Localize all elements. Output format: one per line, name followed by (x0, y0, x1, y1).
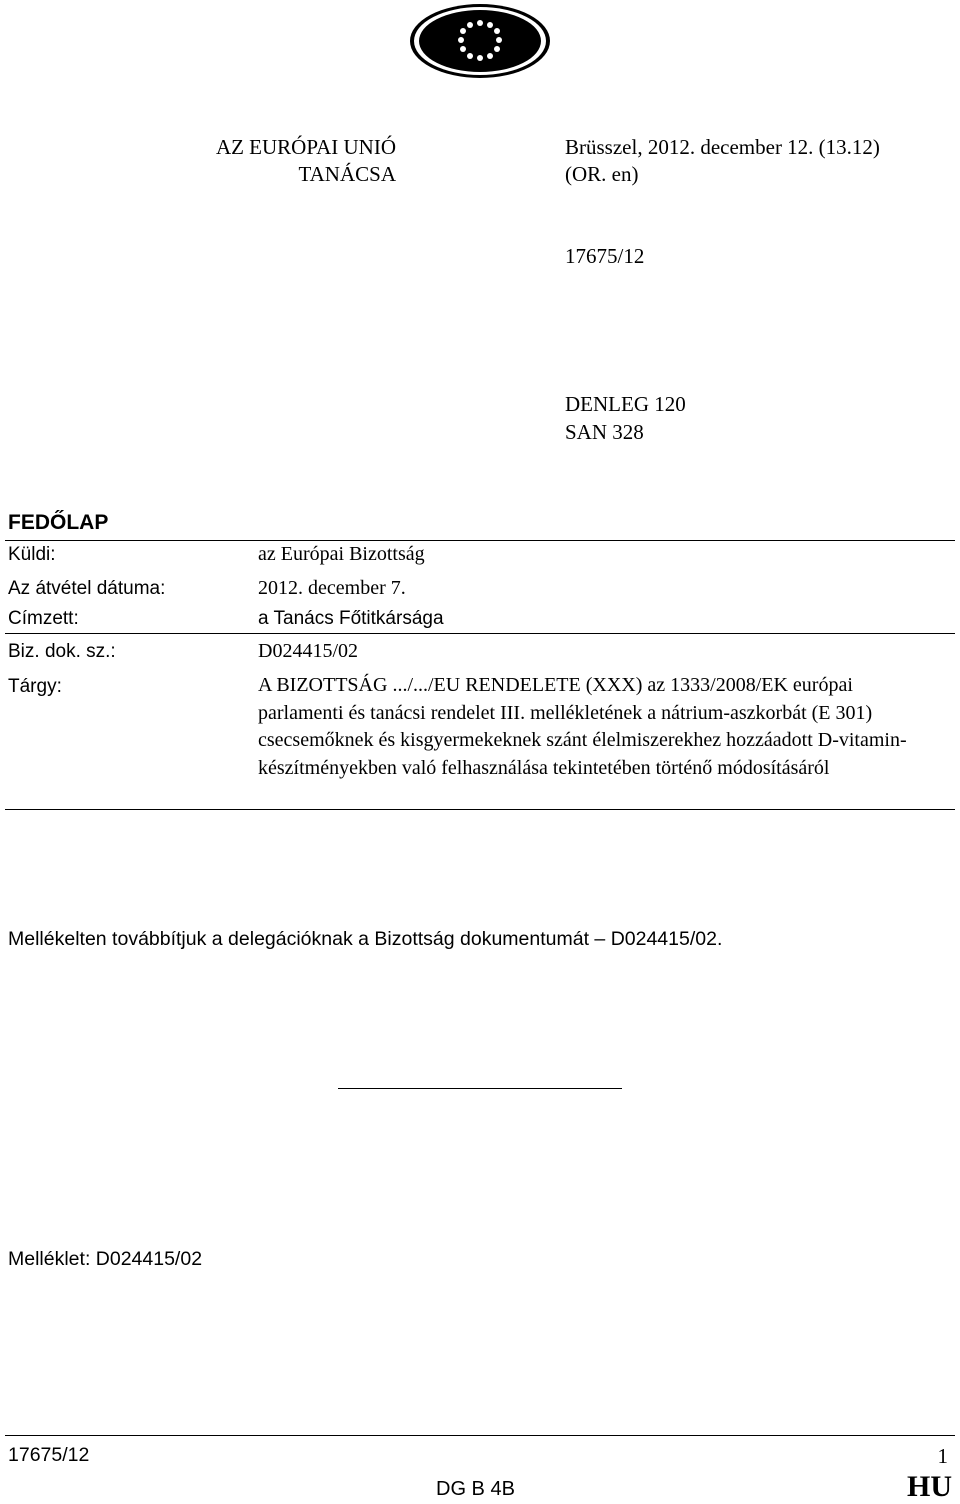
recipient-value: a Tanács Főtitkársága (258, 608, 444, 629)
received-date-value: 2012. december 7. (258, 577, 406, 599)
footer-rule (5, 1435, 955, 1436)
sender-label: Küldi: (8, 544, 56, 565)
recipient-rule (5, 633, 955, 634)
cover-title: FEDŐLAP (8, 511, 109, 534)
annex-reference: Melléklet: D024415/02 (8, 1248, 203, 1270)
language-code: HU (907, 1470, 952, 1503)
received-date-label: Az átvétel dátuma: (8, 578, 166, 599)
commission-doc-label: Biz. dok. sz.: (8, 641, 116, 662)
subject-text: A BIZOTTSÁG .../.../EU RENDELETE (XXX) az 1333/2008/EK európai parlamenti és tanácsi rendelet III. mellékletének a nátrium-aszkorbát (E 301) csecsemőknek és kisgyermekeknek szánt élelmiszerekhez hozzáadott D-vitamin-készítményekben való felhasználása tekintetében történő módosításáról (258, 674, 907, 779)
commission-doc-value: D024415/02 (258, 640, 358, 662)
recipient-label: Címzett: (8, 608, 79, 629)
original-language: (OR. en) (565, 162, 639, 186)
footer-doc-number: 17675/12 (8, 1444, 90, 1466)
page-number: 1 (937, 1444, 948, 1468)
document-number: 17675/12 (565, 244, 645, 268)
place-date (565, 134, 880, 188)
subject-label: Tárgy: (8, 676, 62, 697)
transmittal-text: Mellékelten továbbítjuk a delegációknak a Bizottság dokumentumát – D024415/02. (8, 928, 723, 950)
council-logo (409, 3, 551, 79)
subject-block (258, 672, 918, 782)
code-denleg: DENLEG 120 (565, 392, 686, 416)
subject-bottom-rule (5, 809, 955, 810)
institution-name (0, 134, 396, 188)
cover-top-rule (5, 540, 955, 541)
place-date-line-1: Brüsszel, 2012. december 12. (13.12) (565, 135, 880, 159)
code-san: SAN 328 (565, 420, 644, 444)
footer-unit: DG B 4B (436, 1478, 515, 1500)
separator-rule (338, 1088, 622, 1089)
institution-line-1: AZ EURÓPAI UNIÓ (215, 135, 396, 159)
classification-codes (565, 390, 686, 446)
sender-value: az Európai Bizottság (258, 543, 425, 565)
institution-line-2: TANÁCSA (298, 162, 396, 186)
